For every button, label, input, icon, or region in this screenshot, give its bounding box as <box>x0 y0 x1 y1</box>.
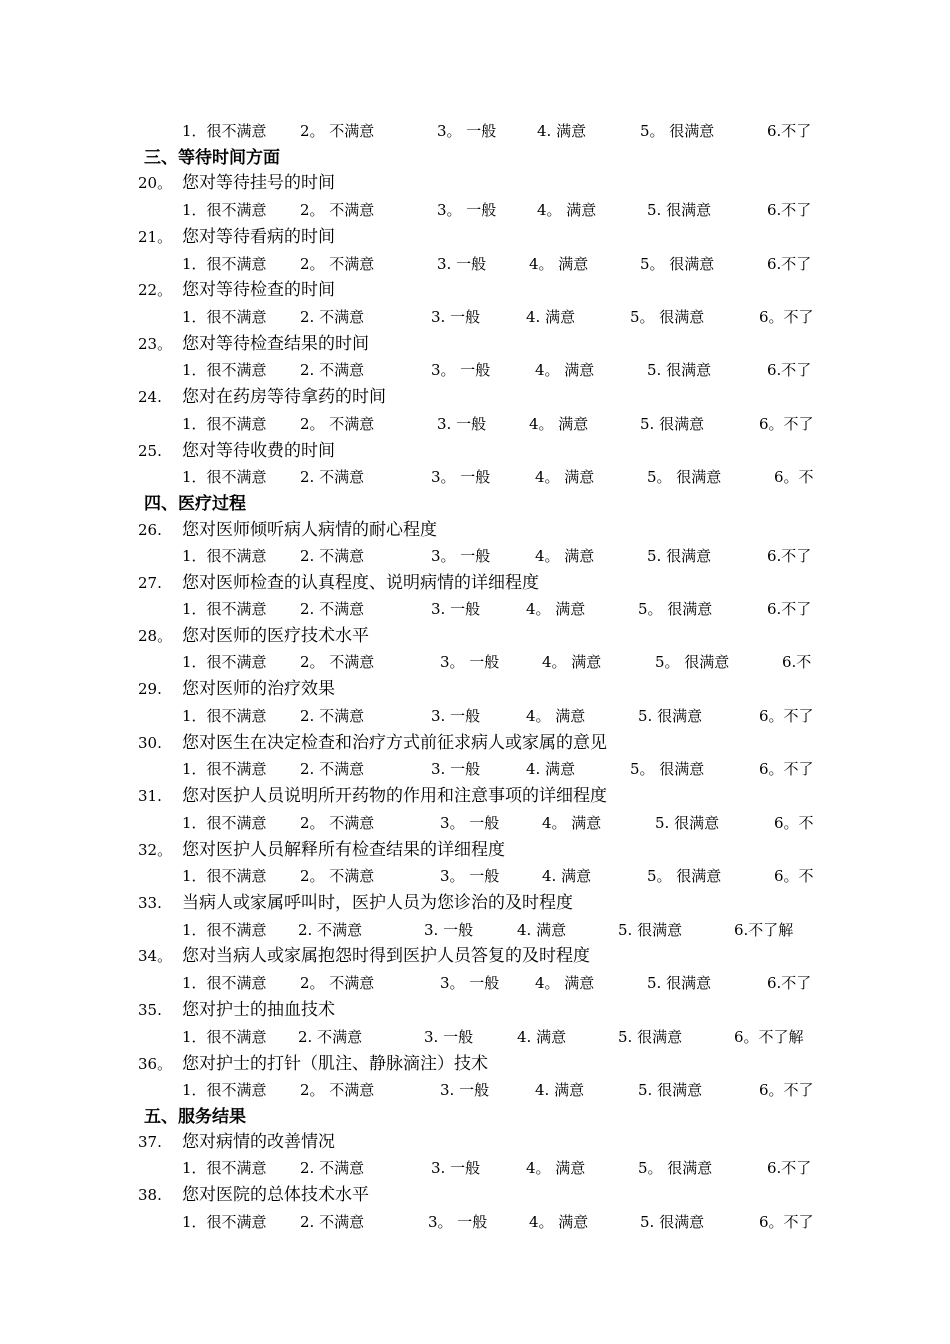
option-2: 2. 不满意 <box>300 760 365 778</box>
option-6: 6.不了 <box>767 361 812 379</box>
option-5: 5。 很满意 <box>647 867 722 885</box>
question-number: 28。 <box>138 627 173 645</box>
option-2: 2. 不满意 <box>300 361 365 379</box>
question-number: 25. <box>138 442 162 460</box>
question-text: 您对等待挂号的时间 <box>182 173 335 193</box>
option-6: 6.不了 <box>767 600 812 618</box>
question-26 <box>0 518 950 542</box>
question-number: 37. <box>138 1133 162 1151</box>
option-2: 2。 不满意 <box>300 653 375 671</box>
option-2: 2. 不满意 <box>300 707 365 725</box>
option-4: 4. 满意 <box>517 1028 567 1046</box>
option-5: 5. 很满意 <box>618 921 683 939</box>
options-row-23 <box>0 358 950 382</box>
option-3: 3。 一般 <box>431 547 491 565</box>
option-2: 2. 不满意 <box>298 1028 363 1046</box>
question-text: 您对医师检查的认真程度、说明病情的详细程度 <box>182 573 539 593</box>
option-3: 3。 一般 <box>431 468 491 486</box>
option-6: 6。不 <box>774 867 814 885</box>
option-1: 1．很不满意 <box>182 547 267 565</box>
question-number: 36。 <box>138 1055 173 1073</box>
question-27 <box>0 571 950 595</box>
question-text: 您对等待收费的时间 <box>182 441 335 461</box>
question-35 <box>0 998 950 1022</box>
question-23 <box>0 332 950 356</box>
option-6: 6.不了 <box>767 201 812 219</box>
option-1: 1．很不满意 <box>182 760 267 778</box>
option-1: 1．很不满意 <box>182 201 267 219</box>
option-3: 3。 一般 <box>440 867 500 885</box>
question-text: 您对医师的治疗效果 <box>182 679 335 699</box>
option-2: 2. 不满意 <box>300 547 365 565</box>
question-22 <box>0 278 950 302</box>
option-1: 1．很不满意 <box>182 974 267 992</box>
option-3: 3. 一般 <box>437 255 487 273</box>
question-text: 您对病情的改善情况 <box>182 1132 335 1152</box>
options-row-30 <box>0 757 950 781</box>
section-title: 三、等待时间方面 <box>144 148 280 168</box>
question-38 <box>0 1183 950 1207</box>
option-1: 1．很不满意 <box>182 600 267 618</box>
options-row-21 <box>0 252 950 276</box>
option-4: 4。 满意 <box>526 1159 586 1177</box>
option-1: 1．很不满意 <box>182 1213 267 1231</box>
question-number: 30. <box>138 734 162 752</box>
options-row-28 <box>0 650 950 674</box>
option-3: 3. 一般 <box>431 308 481 326</box>
option-4: 4。 满意 <box>542 653 602 671</box>
option-6: 6。不了 <box>759 308 814 326</box>
question-text: 您对护士的抽血技术 <box>182 1000 335 1020</box>
question-text: 您对医护人员说明所开药物的作用和注意事项的详细程度 <box>182 786 607 806</box>
option-4: 4. 满意 <box>517 921 567 939</box>
question-text: 您对在药房等待拿药的时间 <box>182 387 386 407</box>
option-1: 1．很不满意 <box>182 255 267 273</box>
option-5: 5。 很满意 <box>640 255 715 273</box>
options-row-27 <box>0 597 950 621</box>
option-4: 4。 满意 <box>535 547 595 565</box>
option-5: 5。 很满意 <box>647 468 722 486</box>
option-5: 5. 很满意 <box>638 707 703 725</box>
option-5: 5. 很满意 <box>640 1213 705 1231</box>
options-row-20 <box>0 198 950 222</box>
option-6: 6。不了 <box>759 1081 814 1099</box>
option-5: 5. 很满意 <box>647 361 712 379</box>
option-3: 3. 一般 <box>424 921 474 939</box>
option-5: 5。 很满意 <box>640 122 715 140</box>
question-text: 您对护士的打针（肌注、静脉滴注）技术 <box>182 1054 488 1074</box>
option-3: 3. 一般 <box>431 760 481 778</box>
option-6: 6。不了 <box>759 415 814 433</box>
option-4: 4。 满意 <box>526 600 586 618</box>
option-5: 5. 很满意 <box>647 547 712 565</box>
option-4: 4。 满意 <box>542 814 602 832</box>
question-number: 32。 <box>138 841 173 859</box>
option-6: 6。不了 <box>759 707 814 725</box>
option-6: 6.不了解 <box>734 921 794 939</box>
options-row-36 <box>0 1078 950 1102</box>
option-3: 3。 一般 <box>440 814 500 832</box>
option-3: 3. 一般 <box>431 707 481 725</box>
option-6: 6.不了 <box>767 974 812 992</box>
option-2: 2。 不满意 <box>300 974 375 992</box>
question-34 <box>0 944 950 968</box>
question-text: 您对医院的总体技术水平 <box>182 1185 369 1205</box>
question-37 <box>0 1130 950 1154</box>
option-4: 4。 满意 <box>535 468 595 486</box>
option-2: 2。 不满意 <box>300 415 375 433</box>
option-4: 4。 满意 <box>529 1213 589 1231</box>
option-3: 3. 一般 <box>437 415 487 433</box>
section-heading-service-result <box>0 1105 950 1129</box>
question-number: 20。 <box>138 174 173 192</box>
option-2: 2。 不满意 <box>300 867 375 885</box>
option-4: 4. 满意 <box>526 308 576 326</box>
option-5: 5。 很满意 <box>655 653 730 671</box>
option-1: 1．很不满意 <box>182 707 267 725</box>
option-5: 5. 很满意 <box>647 201 712 219</box>
question-text: 您对等待检查的时间 <box>182 280 335 300</box>
option-1: 1．很不满意 <box>182 308 267 326</box>
question-number: 21。 <box>138 228 173 246</box>
option-5: 5。 很满意 <box>638 600 713 618</box>
question-text: 您对等待检查结果的时间 <box>182 334 369 354</box>
question-text: 您对医护人员解释所有检查结果的详细程度 <box>182 840 505 860</box>
options-row-38 <box>0 1210 950 1234</box>
option-6: 6.不了 <box>767 1159 812 1177</box>
section-title: 五、服务结果 <box>144 1107 246 1127</box>
option-3: 3。 一般 <box>440 974 500 992</box>
options-row-35 <box>0 1025 950 1049</box>
question-31 <box>0 784 950 808</box>
question-number: 34。 <box>138 947 173 965</box>
option-5: 5. 很满意 <box>647 974 712 992</box>
section-heading-waiting-time <box>0 146 950 170</box>
section-title: 四、医疗过程 <box>144 494 246 514</box>
options-row-25 <box>0 465 950 489</box>
question-28 <box>0 624 950 648</box>
question-text: 您对医师的医疗技术水平 <box>182 626 369 646</box>
question-25 <box>0 439 950 463</box>
option-3: 3. 一般 <box>440 1081 490 1099</box>
option-5: 5。 很满意 <box>630 760 705 778</box>
question-number: 23。 <box>138 335 173 353</box>
option-6: 6.不了 <box>767 255 812 273</box>
option-1: 1．很不满意 <box>182 867 267 885</box>
option-1: 1．很不满意 <box>182 1159 267 1177</box>
option-5: 5. 很满意 <box>638 1081 703 1099</box>
options-row-33 <box>0 918 950 942</box>
option-3: 3。 一般 <box>428 1213 488 1231</box>
option-2: 2。 不满意 <box>300 1081 375 1099</box>
option-4: 4。 满意 <box>537 201 597 219</box>
option-3: 3。 一般 <box>440 653 500 671</box>
question-text: 您对医师倾听病人病情的耐心程度 <box>182 520 437 540</box>
options-row-34 <box>0 971 950 995</box>
option-1: 1．很不满意 <box>182 921 267 939</box>
option-1: 1．很不满意 <box>182 814 267 832</box>
question-number: 35. <box>138 1001 162 1019</box>
question-20 <box>0 171 950 195</box>
question-number: 22。 <box>138 281 173 299</box>
options-row-22 <box>0 305 950 329</box>
option-4: 4. 满意 <box>535 1081 585 1099</box>
options-row-26 <box>0 544 950 568</box>
option-2: 2。 不满意 <box>300 122 375 140</box>
section-heading-medical-process <box>0 492 950 516</box>
options-row-continued <box>0 119 950 143</box>
question-number: 24. <box>138 388 162 406</box>
option-2: 2. 不满意 <box>300 308 365 326</box>
option-5: 5。 很满意 <box>630 308 705 326</box>
question-number: 38. <box>138 1186 162 1204</box>
question-text: 当病人或家属呼叫时，医护人员为您诊治的及时程度 <box>182 893 573 913</box>
option-4: 4. 满意 <box>537 122 587 140</box>
option-4: 4。 满意 <box>529 415 589 433</box>
option-2: 2。 不满意 <box>300 201 375 219</box>
option-3: 3。 一般 <box>437 201 497 219</box>
option-2: 2. 不满意 <box>300 1213 365 1231</box>
option-4: 4. 满意 <box>542 867 592 885</box>
option-3: 3。 一般 <box>437 122 497 140</box>
question-number: 26. <box>138 521 162 539</box>
option-1: 1．很不满意 <box>182 122 267 140</box>
option-5: 5. 很满意 <box>618 1028 683 1046</box>
option-6: 6。不 <box>774 468 814 486</box>
question-number: 33. <box>138 894 162 912</box>
options-row-37 <box>0 1156 950 1180</box>
option-6: 6。不了解 <box>734 1028 804 1046</box>
question-21 <box>0 225 950 249</box>
question-29 <box>0 677 950 701</box>
question-text: 您对等待看病的时间 <box>182 227 335 247</box>
question-number: 27. <box>138 574 162 592</box>
option-1: 1．很不满意 <box>182 653 267 671</box>
option-1: 1．很不满意 <box>182 468 267 486</box>
question-number: 31. <box>138 787 162 805</box>
question-number: 29. <box>138 680 162 698</box>
option-6: 6.不了 <box>767 547 812 565</box>
option-6: 6.不了 <box>767 122 812 140</box>
option-3: 3. 一般 <box>431 600 481 618</box>
question-30 <box>0 731 950 755</box>
question-36 <box>0 1052 950 1076</box>
question-24 <box>0 385 950 409</box>
option-4: 4。 满意 <box>529 255 589 273</box>
option-1: 1．很不满意 <box>182 1081 267 1099</box>
option-5: 5。 很满意 <box>638 1159 713 1177</box>
option-4: 4。 满意 <box>535 361 595 379</box>
option-4: 4. 满意 <box>526 760 576 778</box>
option-6: 6。不了 <box>759 1213 814 1231</box>
option-1: 1．很不满意 <box>182 361 267 379</box>
question-33 <box>0 891 950 915</box>
question-text: 您对当病人或家属抱怨时得到医护人员答复的及时程度 <box>182 946 590 966</box>
option-6: 6。不 <box>774 814 814 832</box>
option-5: 5. 很满意 <box>655 814 720 832</box>
option-4: 4。 满意 <box>526 707 586 725</box>
option-2: 2. 不满意 <box>300 600 365 618</box>
option-2: 2. 不满意 <box>300 468 365 486</box>
option-3: 3. 一般 <box>431 1159 481 1177</box>
option-2: 2。 不满意 <box>300 814 375 832</box>
option-4: 4。 满意 <box>535 974 595 992</box>
option-6: 6。不了 <box>759 760 814 778</box>
option-3: 3. 一般 <box>424 1028 474 1046</box>
option-2: 2。 不满意 <box>300 255 375 273</box>
options-row-29 <box>0 704 950 728</box>
option-5: 5. 很满意 <box>640 415 705 433</box>
option-1: 1．很不满意 <box>182 1028 267 1046</box>
option-3: 3。 一般 <box>431 361 491 379</box>
option-1: 1．很不满意 <box>182 415 267 433</box>
options-row-32 <box>0 864 950 888</box>
option-2: 2. 不满意 <box>300 1159 365 1177</box>
option-6: 6.不 <box>782 653 812 671</box>
options-row-31 <box>0 811 950 835</box>
options-row-24 <box>0 412 950 436</box>
question-32 <box>0 838 950 862</box>
question-text: 您对医生在决定检查和治疗方式前征求病人或家属的意见 <box>182 733 607 753</box>
option-2: 2. 不满意 <box>298 921 363 939</box>
